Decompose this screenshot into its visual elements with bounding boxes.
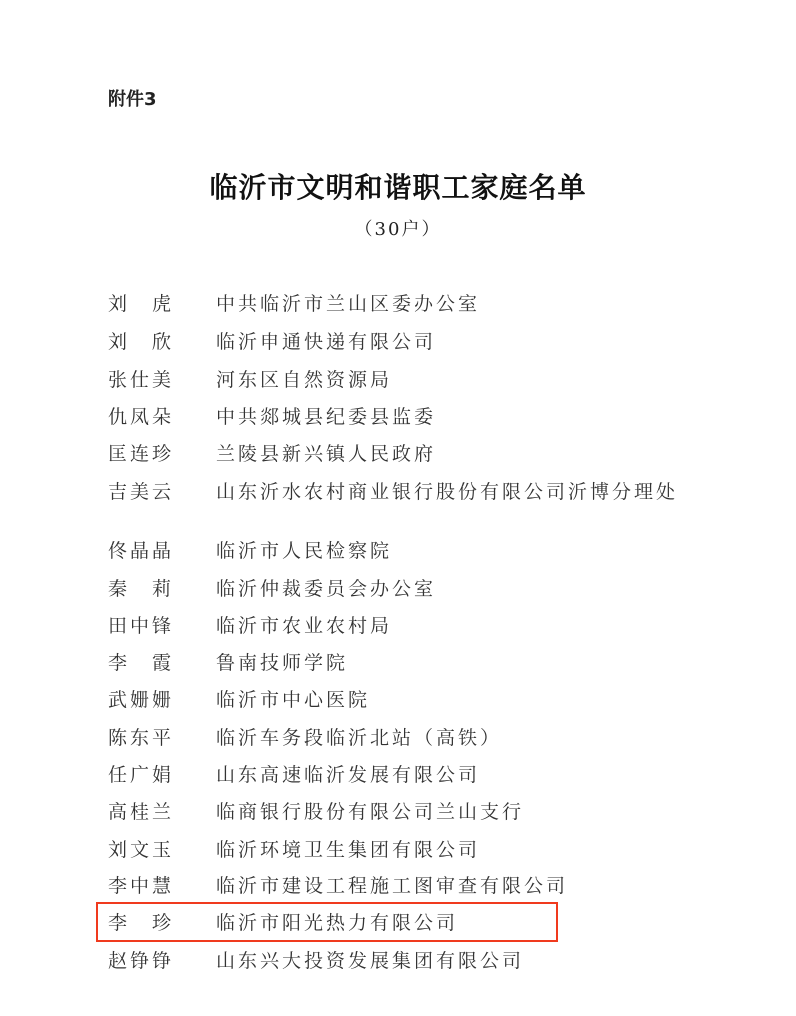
organization: 临沂申通快递有限公司 xyxy=(216,330,437,353)
list-item xyxy=(108,646,348,676)
list-item xyxy=(108,869,568,899)
list-item xyxy=(108,609,392,639)
organization: 山东高速临沂发展有限公司 xyxy=(216,763,481,786)
organization: 临沂市农业农村局 xyxy=(216,614,393,637)
list-item xyxy=(108,437,436,467)
organization: 山东兴大投资发展集团有限公司 xyxy=(216,949,525,972)
list-item xyxy=(108,572,436,602)
organization: 鲁南技师学院 xyxy=(216,651,349,674)
person-name: 任广娟 xyxy=(108,763,175,786)
organization: 河东区自然资源局 xyxy=(216,368,393,391)
list-item xyxy=(108,758,480,788)
list-item xyxy=(108,721,502,751)
list-item xyxy=(108,475,678,505)
organization: 山东沂水农村商业银行股份有限公司沂博分理处 xyxy=(216,480,679,503)
person-name: 李中慧 xyxy=(108,874,175,897)
document-title: 临沂市文明和谐职工家庭名单 xyxy=(209,171,587,204)
person-name: 李 珍 xyxy=(108,911,175,934)
person-name: 刘 虎 xyxy=(108,292,175,315)
organization: 临沂环境卫生集团有限公司 xyxy=(216,838,481,861)
organization: 临沂市中心医院 xyxy=(216,688,371,711)
organization: 临商银行股份有限公司兰山支行 xyxy=(216,800,525,823)
list-item xyxy=(108,833,480,863)
list-item xyxy=(108,325,436,355)
list-item xyxy=(108,534,392,564)
person-name: 张仕美 xyxy=(108,368,175,391)
organization: 中共郯城县纪委县监委 xyxy=(216,405,437,428)
person-name: 武姗姗 xyxy=(108,688,175,711)
person-name: 佟晶晶 xyxy=(108,539,175,562)
person-name: 赵铮铮 xyxy=(108,949,175,972)
list-item xyxy=(108,683,370,713)
person-name: 田中锋 xyxy=(108,614,175,637)
organization: 临沂车务段临沂北站（高铁） xyxy=(216,726,503,749)
list-item xyxy=(108,944,524,974)
person-name: 刘文玉 xyxy=(108,838,175,861)
person-name: 高桂兰 xyxy=(108,800,175,823)
person-name: 仇凤朵 xyxy=(108,405,175,428)
attachment-label: 附件3 xyxy=(108,89,157,110)
list-item xyxy=(108,795,524,825)
person-name: 李 霞 xyxy=(108,651,175,674)
person-name: 陈东平 xyxy=(108,726,175,749)
list-item xyxy=(108,400,436,430)
document-subtitle: （30户） xyxy=(354,219,442,240)
organization: 临沂市人民检察院 xyxy=(216,539,393,562)
person-name: 刘 欣 xyxy=(108,330,175,353)
list-item xyxy=(108,287,480,317)
organization: 兰陵县新兴镇人民政府 xyxy=(216,442,437,465)
organization: 临沂仲裁委员会办公室 xyxy=(216,577,437,600)
person-name: 秦 莉 xyxy=(108,577,175,600)
list-item xyxy=(108,363,392,393)
organization: 临沂市阳光热力有限公司 xyxy=(216,911,459,934)
person-name: 吉美云 xyxy=(108,480,175,503)
person-name: 匡连珍 xyxy=(108,442,175,465)
organization: 临沂市建设工程施工图审查有限公司 xyxy=(216,874,569,897)
organization: 中共临沂市兰山区委办公室 xyxy=(216,292,481,315)
highlight-box xyxy=(96,902,558,942)
